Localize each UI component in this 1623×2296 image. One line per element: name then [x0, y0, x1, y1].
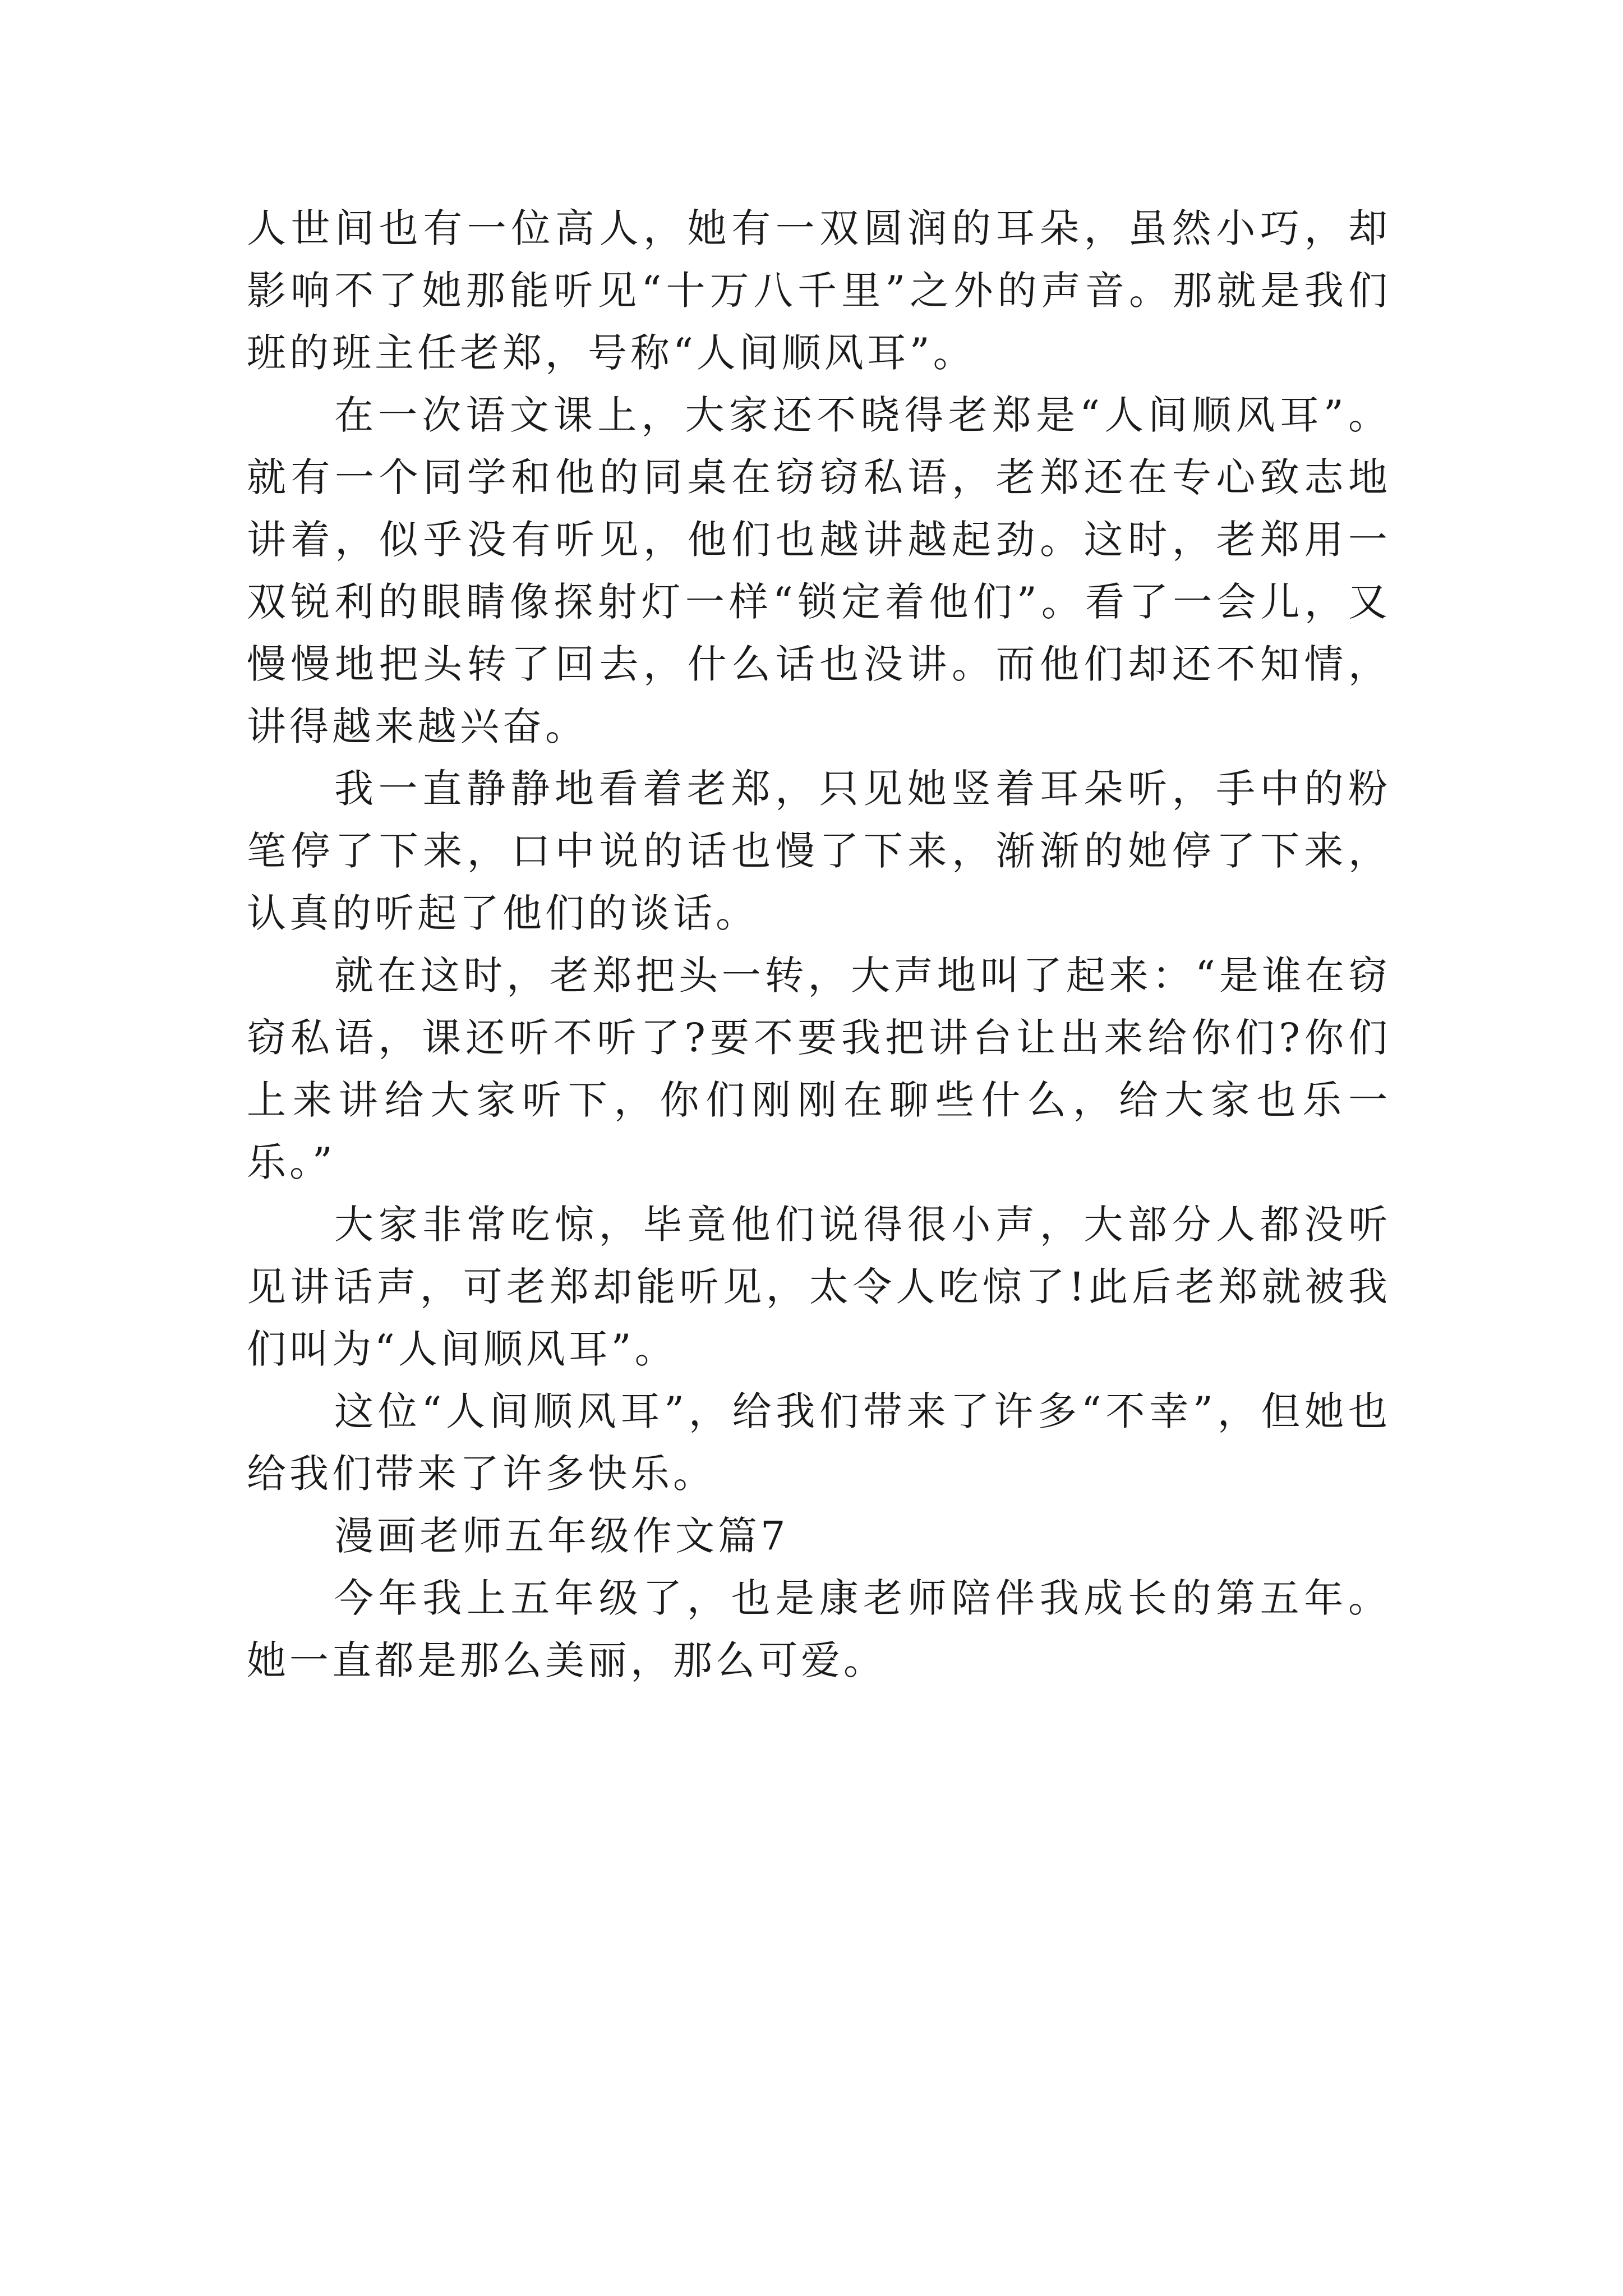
- paragraph-2: 在一次语文课上，大家还不晓得老郑是“人间顺风耳”。就有一个同学和他的同桌在窃窃私语，老郑还在专心致志地讲着，似乎没有听见，他们也越讲越起劲。这时，老郑用一双锐利的眼睛像探射灯一样“锁定着他们”。看了一会儿，又慢慢地把头转了回去，什么话也没讲。而他们却还不知情，讲得越来越兴奋。: [247, 392, 1391, 749]
- document-body: [247, 197, 1391, 1692]
- paragraph-6: 这位“人间顺风耳”，给我们带来了许多“不幸”，但她也给我们带来了许多快乐。: [247, 1388, 1391, 1497]
- paragraph-1: 人世间也有一位高人，她有一双圆润的耳朵，虽然小巧，却影响不了她那能听见“十万八千里”之外的声音。那就是我们班的班主任老郑，号称“人间顺风耳”。: [247, 205, 1391, 376]
- paragraph-4: 就在这时，老郑把头一转，大声地叫了起来：“是谁在窃窃私语，课还听不听了?要不要我把讲台让出来给你们?你们上来讲给大家听下，你们刚刚在聊些什么，给大家也乐一乐。”: [247, 953, 1391, 1185]
- paragraph-5: 大家非常吃惊，毕竟他们说得很小声，大部分人都没听见讲话声，可老郑却能听见，太令人吃惊了!此后老郑就被我们叫为“人间顺风耳”。: [247, 1202, 1391, 1372]
- section-heading: 漫画老师五年级作文篇7: [334, 1513, 789, 1559]
- paragraph-7: 今年我上五年级了，也是康老师陪伴我成长的第五年。她一直都是那么美丽，那么可爱。: [247, 1575, 1391, 1683]
- paragraph-3: 我一直静静地看着老郑，只见她竖着耳朵听，手中的粉笔停了下来，口中说的话也慢了下来，渐渐的她停了下来，认真的听起了他们的谈话。: [247, 766, 1391, 936]
